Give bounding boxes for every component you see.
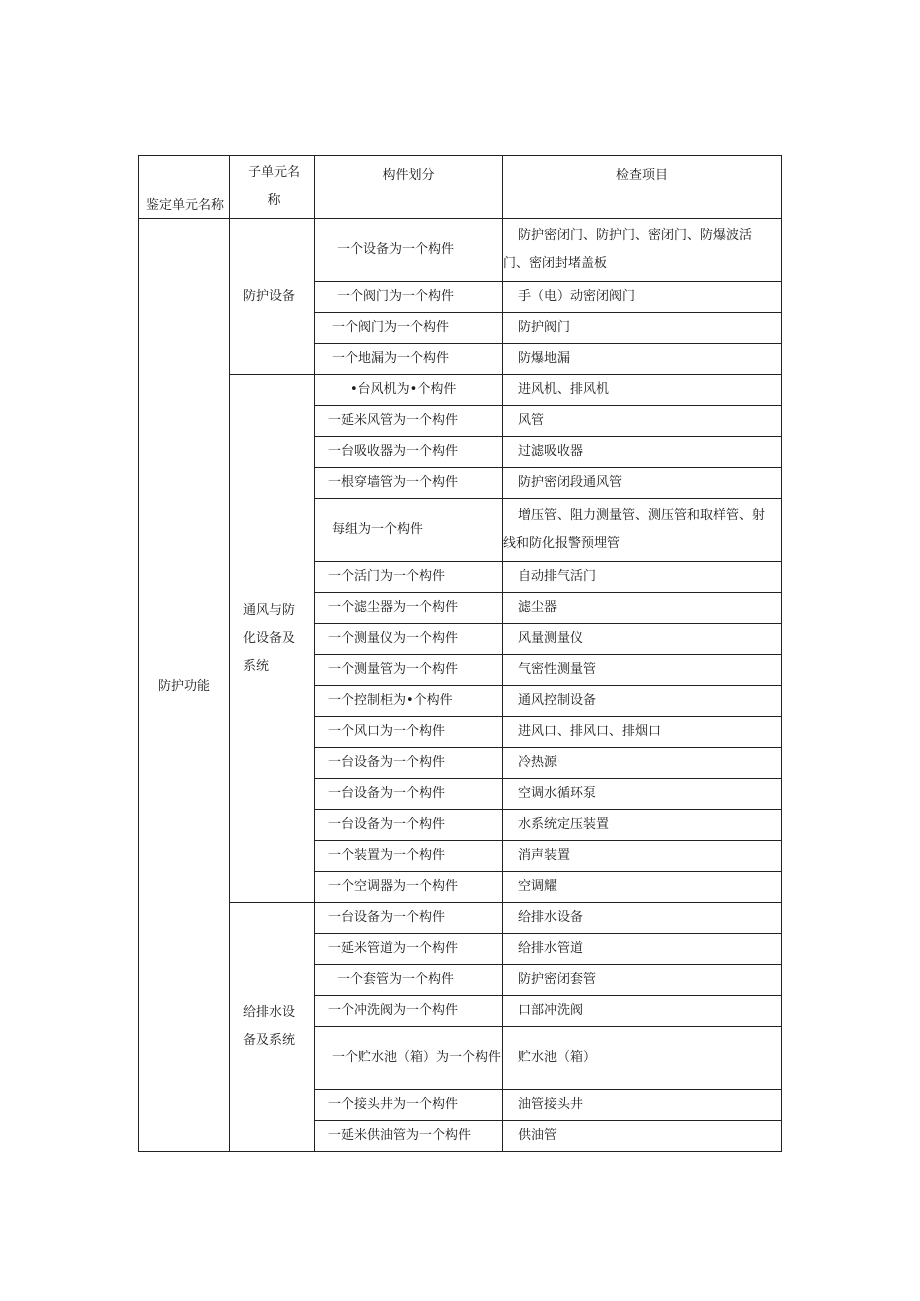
component-cell: 一台吸收器为一个构件 <box>315 437 503 468</box>
table-row <box>139 903 782 934</box>
component-cell: •台风机为•个构件 <box>315 375 503 406</box>
table-row <box>139 375 782 406</box>
subunit-cell: 防护设备 <box>230 219 315 375</box>
subunit-cell: 给排水设备及系统 <box>230 903 315 1152</box>
component-cell: 一延米供油管为一个构件 <box>315 1121 503 1152</box>
inspection-cell: 滤尘器 <box>503 593 782 624</box>
inspection-cell: 防护密闭套管 <box>503 965 782 996</box>
inspection-cell: 手（电）动密闭阀门 <box>503 282 782 313</box>
header-unit-name: 鉴定单元名称 <box>139 156 230 219</box>
inspection-cell: 贮水池（箱） <box>503 1027 782 1090</box>
header-component-division: 构件划分 <box>315 156 503 219</box>
component-cell: 一台设备为一个构件 <box>315 810 503 841</box>
inspection-cell: 冷热源 <box>503 748 782 779</box>
inspection-table <box>138 155 782 1152</box>
inspection-cell: 风管 <box>503 406 782 437</box>
inspection-cell: 口部冲洗阀 <box>503 996 782 1027</box>
component-cell: 一个地漏为一个构件 <box>315 344 503 375</box>
component-cell: 一个套管为一个构件 <box>315 965 503 996</box>
component-cell: 一个贮水池（箱）为一个构件 <box>315 1027 503 1090</box>
component-cell: 一延米风管为一个构件 <box>315 406 503 437</box>
component-cell: 一个装置为一个构件 <box>315 841 503 872</box>
inspection-cell: 风量测量仪 <box>503 624 782 655</box>
table-header-row <box>139 156 782 219</box>
inspection-cell: 防护阀门 <box>503 313 782 344</box>
component-cell: 一台设备为一个构件 <box>315 903 503 934</box>
inspection-cell: 增压管、阻力测量管、测压管和取样管、射线和防化报警预埋管 <box>503 499 782 562</box>
subunit-cell: 通风与防化设备及系统 <box>230 375 315 903</box>
inspection-cell: 空调耀 <box>503 872 782 903</box>
component-cell: 一根穿墙管为一个构件 <box>315 468 503 499</box>
inspection-cell: 给排水设备 <box>503 903 782 934</box>
component-cell: 一台设备为一个构件 <box>315 779 503 810</box>
inspection-cell: 进风机、排风机 <box>503 375 782 406</box>
component-cell: 一个阀门为一个构件 <box>315 282 503 313</box>
header-subunit-name: 子单元名称 <box>230 156 315 219</box>
component-cell: 一延米管道为一个构件 <box>315 934 503 965</box>
document-page <box>138 155 781 1152</box>
component-cell: 一个测量仪为一个构件 <box>315 624 503 655</box>
component-cell: 一个活门为一个构件 <box>315 562 503 593</box>
component-cell: 一个接头井为一个构件 <box>315 1090 503 1121</box>
inspection-cell: 自动排气活门 <box>503 562 782 593</box>
component-cell: 一个设备为一个构件 <box>315 219 503 282</box>
component-cell: 一个空调器为一个构件 <box>315 872 503 903</box>
component-cell: 一个风口为一个构件 <box>315 717 503 748</box>
inspection-cell: 给排水管道 <box>503 934 782 965</box>
component-cell: 每组为一个构件 <box>315 499 503 562</box>
component-cell: 一台设备为一个构件 <box>315 748 503 779</box>
inspection-cell: 油管接头井 <box>503 1090 782 1121</box>
inspection-cell: 防护密闭门、防护门、密闭门、防爆波活门、密闭封堵盖板 <box>503 219 782 282</box>
component-cell: 一个阀门为一个构件 <box>315 313 503 344</box>
inspection-cell: 气密性测量管 <box>503 655 782 686</box>
inspection-cell: 消声装置 <box>503 841 782 872</box>
component-cell: 一个冲洗阀为一个构件 <box>315 996 503 1027</box>
header-inspection-items: 检查项目 <box>503 156 782 219</box>
inspection-cell: 防爆地漏 <box>503 344 782 375</box>
inspection-cell: 空调水循环泵 <box>503 779 782 810</box>
inspection-cell: 水系统定压装置 <box>503 810 782 841</box>
inspection-cell: 过滤吸收器 <box>503 437 782 468</box>
inspection-cell: 通风控制设备 <box>503 686 782 717</box>
inspection-cell: 进风口、排风口、排烟口 <box>503 717 782 748</box>
component-cell: 一个滤尘器为一个构件 <box>315 593 503 624</box>
component-cell: 一个测量管为一个构件 <box>315 655 503 686</box>
inspection-cell: 防护密闭段通风管 <box>503 468 782 499</box>
component-cell: 一个控制柜为•个构件 <box>315 686 503 717</box>
table-row <box>139 219 782 282</box>
inspection-cell: 供油管 <box>503 1121 782 1152</box>
unit-name-cell: 防护功能 <box>139 219 230 1152</box>
